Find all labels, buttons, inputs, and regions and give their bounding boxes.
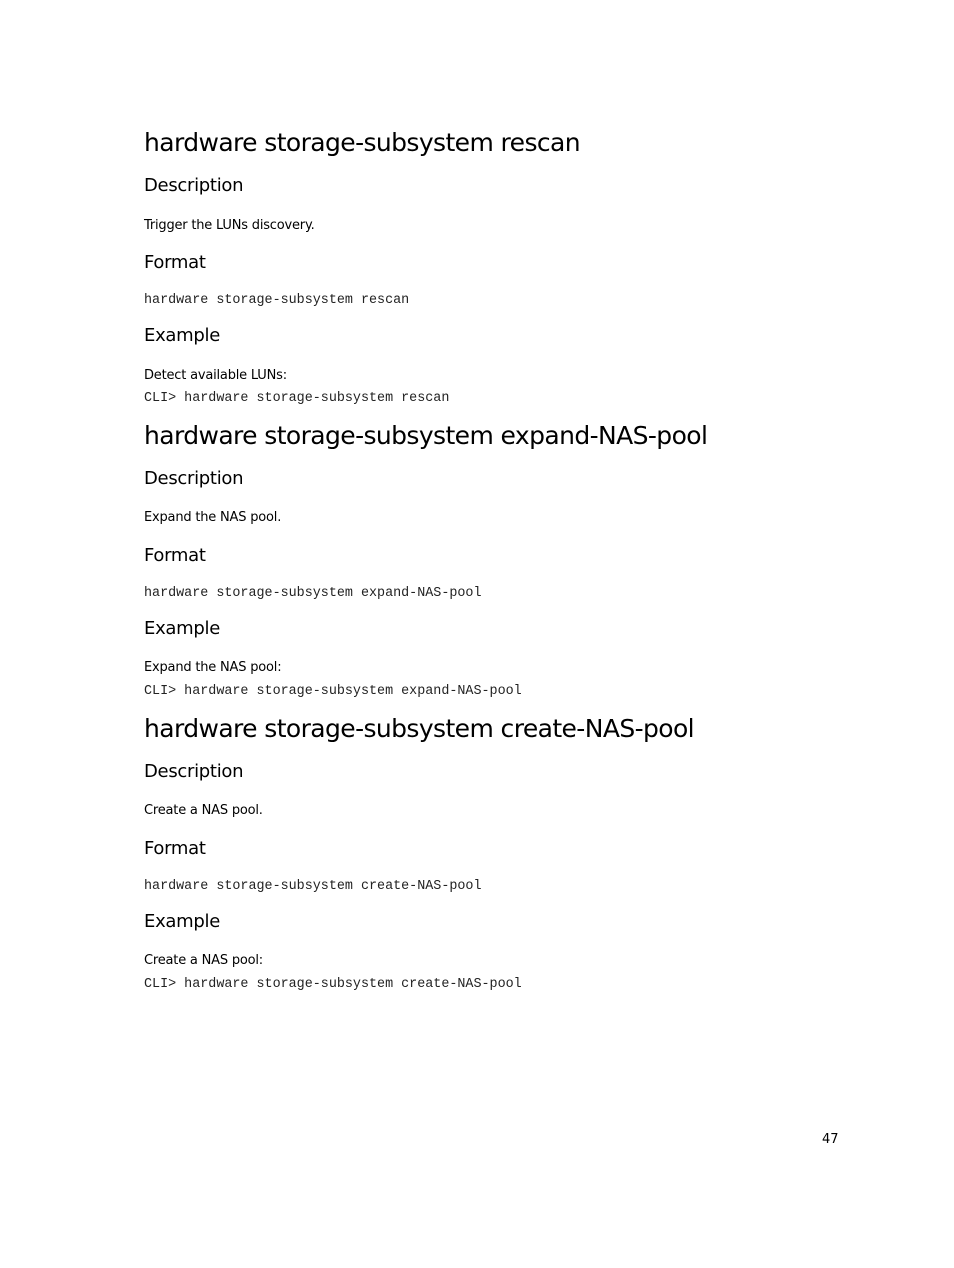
description-heading: Description [144, 761, 244, 782]
example-code: CLI> hardware storage-subsystem expand-NAS-pool [144, 684, 522, 699]
example-heading: Example [144, 911, 220, 932]
example-heading: Example [144, 325, 220, 346]
format-code: hardware storage-subsystem create-NAS-pool [144, 879, 482, 894]
format-code: hardware storage-subsystem rescan [144, 293, 410, 308]
example-text: Create a NAS pool: [144, 953, 263, 968]
section-title: hardware storage-subsystem rescan [144, 128, 580, 157]
example-text: Detect available LUNs: [144, 368, 287, 383]
description-text: Trigger the LUNs discovery. [144, 218, 315, 233]
format-code: hardware storage-subsystem expand-NAS-pool [144, 586, 482, 601]
page-number: 47 [822, 1132, 839, 1147]
description-text: Expand the NAS pool. [144, 510, 282, 525]
format-heading: Format [144, 252, 206, 273]
section-title: hardware storage-subsystem create-NAS-pool [144, 714, 695, 743]
example-code: CLI> hardware storage-subsystem rescan [144, 391, 450, 406]
example-heading: Example [144, 618, 220, 639]
description-heading: Description [144, 175, 244, 196]
format-heading: Format [144, 545, 206, 566]
description-heading: Description [144, 468, 244, 489]
example-code: CLI> hardware storage-subsystem create-NAS-pool [144, 977, 522, 992]
format-heading: Format [144, 838, 206, 859]
example-text: Expand the NAS pool: [144, 660, 282, 675]
description-text: Create a NAS pool. [144, 803, 263, 818]
section-title: hardware storage-subsystem expand-NAS-pool [144, 421, 708, 450]
